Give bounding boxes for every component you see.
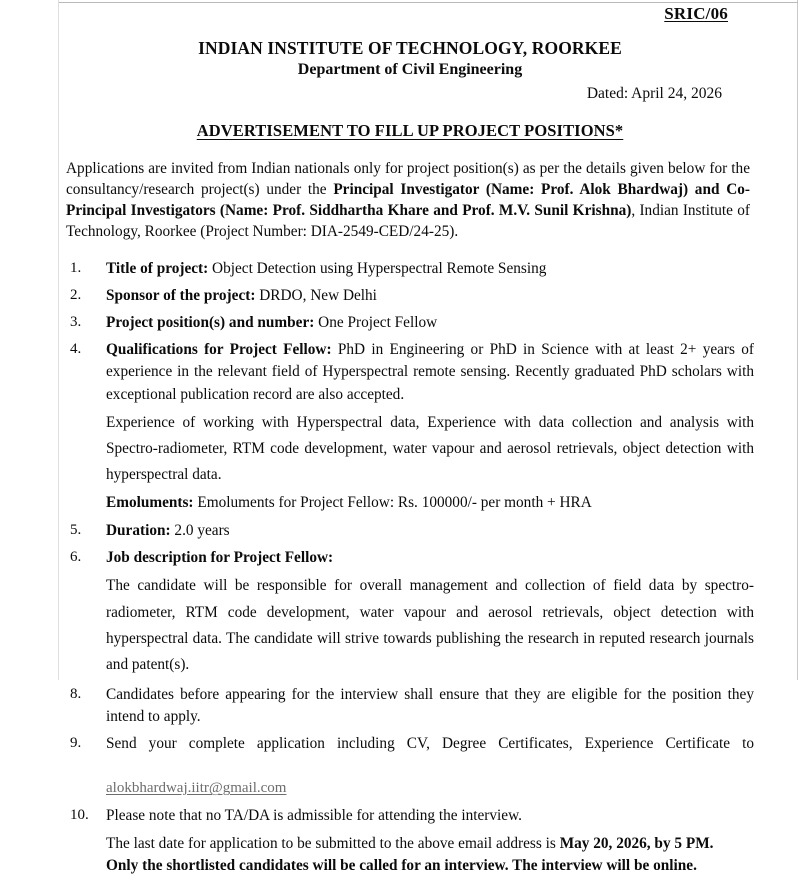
item-number: 4. [70, 341, 82, 358]
list-item [66, 312, 754, 334]
item-extra-paragraph: The candidate will be responsible for overall management and collection of field data by spectro-radiometer, RTM code development, water vapour and aerosol retrievals, object detection with hyperspectral data. The candidate will strive towards publishing the research in reputed research journals and patent(s). [106, 577, 754, 674]
item-value: Candidates before appearing for the interview shall ensure that they are eligible for the position they intend to apply. [106, 685, 754, 725]
intro-bold-investigators: Principal Investigator (Name: Prof. Alok Bhardwaj) and Co-Principal Investigators (Name: Prof. Siddhartha Khare and Prof. M.V. Sunil Krishna) [66, 181, 750, 220]
item-value: PhD in Engineering or PhD in Science with at least 2+ years of experience in the relevant field of Hyperspectral remote sensing. Recently graduated PhD scholars with exceptional publication record are also accepted. [106, 341, 754, 403]
item-extra-paragraph: Experience of working with Hyperspectral data, Experience with data collection and analysis with Spectro-radiometer, RTM code development, water vapour and aerosol retrievals, object detection with hyperspectral data. [106, 413, 754, 484]
item-value: Send your complete application including CV, Degree Certificates, Experience Certificate to [106, 735, 754, 752]
emoluments-value: Emoluments for Project Fellow: Rs. 100000/- per month + HRA [193, 493, 592, 511]
emoluments-line [106, 491, 754, 515]
list-item [66, 547, 754, 678]
closing-note [66, 833, 754, 876]
item-label: Duration: [106, 522, 171, 540]
item-number: 2. [70, 286, 82, 303]
advertisement-title-text: ADVERTISEMENT TO FILL UP PROJECT POSITIONS* [196, 121, 624, 140]
organization-title: INDIAN INSTITUTE OF TECHNOLOGY, ROORKEE [198, 38, 622, 58]
closing-deadline: May 20, 2026, by 5 PM. [559, 835, 714, 853]
item-value: Object Detection using Hyperspectral Remote Sensing [208, 259, 547, 277]
item-number: 5. [70, 522, 82, 539]
list-item [66, 733, 754, 800]
item-value: Please note that no TA/DA is admissible for attending the interview. [106, 807, 522, 825]
list-item [66, 258, 754, 280]
item-value: 2.0 years [170, 522, 230, 540]
item-number: 8. [70, 685, 82, 702]
closing-line-1 [106, 833, 754, 855]
department-title: Department of Civil Engineering [297, 61, 523, 78]
list-item [66, 684, 754, 728]
item-number: 10. [70, 807, 89, 824]
list-item [66, 520, 754, 542]
advertisement-title [66, 121, 754, 141]
document-code-text: SRIC/06 [664, 4, 728, 23]
item-label: Qualifications for Project Fellow: [106, 341, 332, 359]
item-label: Sponsor of the project: [106, 286, 256, 304]
list-item [66, 285, 754, 307]
item-value: One Project Fellow [314, 314, 438, 332]
item-label: Job description for Project Fellow: [106, 549, 334, 567]
item-label: Title of project: [106, 259, 209, 277]
intro-paragraph [66, 158, 754, 242]
emoluments-label: Emoluments: [106, 493, 194, 511]
email-link[interactable]: alokbhardwaj.iitr@gmail.com [106, 780, 287, 797]
item-number: 6. [70, 549, 82, 566]
document-date: Dated: April 24, 2026 [586, 85, 722, 102]
item-value: DRDO, New Delhi [255, 286, 377, 304]
item-number: 1. [70, 259, 82, 276]
list-item [66, 339, 754, 515]
list-item [66, 805, 754, 827]
closing-line-2: Only the shortlisted candidates will be called for an interview. The interview will be online. [106, 856, 697, 874]
item-number: 3. [70, 314, 82, 331]
item-number: 9. [70, 735, 82, 751]
items-list [66, 258, 754, 828]
document-code [66, 0, 754, 24]
closing-line-1-normal: The last date for application to be submitted to the above email address is [106, 835, 560, 853]
intro-part2: , Indian Institute of Technology, Roorkee (Project Number: DIA-2549-CED/24-25). [66, 202, 750, 241]
item-label: Project position(s) and number: [106, 314, 315, 332]
intro-part1: Applications are invited from Indian nationals only for project position(s) as per the details given below for the consultancy/research project(s) under the [66, 160, 750, 199]
